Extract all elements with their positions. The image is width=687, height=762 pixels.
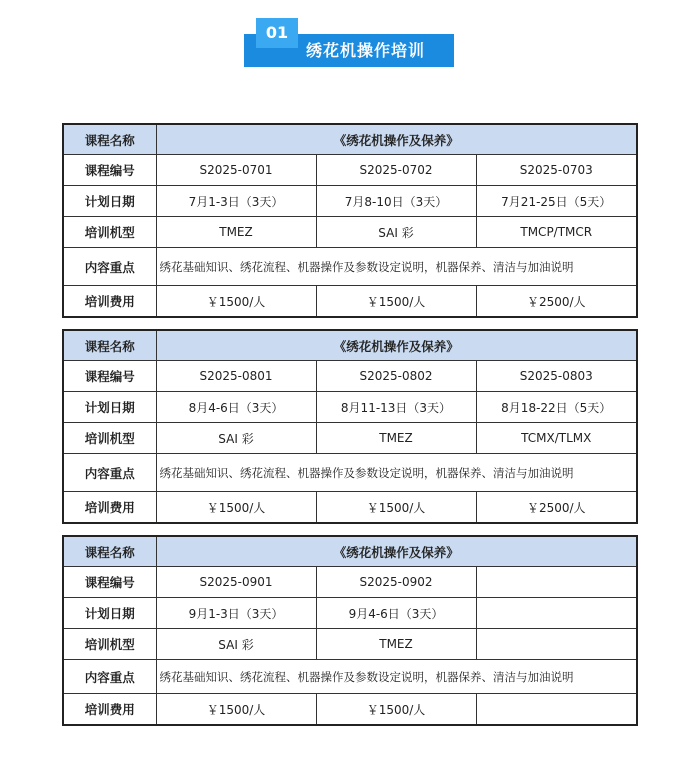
fee-cell: ￥1500/人 — [316, 286, 476, 318]
schedule-cell: 9月1-3日（3天） — [156, 598, 316, 629]
fee-cell: ￥1500/人 — [156, 286, 316, 318]
fee-cell — [476, 694, 637, 726]
section-number-badge: 01 — [256, 18, 298, 48]
course-code-cell: S2025-0901 — [156, 567, 316, 598]
table-row — [63, 598, 637, 629]
content-label: 内容重点 — [63, 660, 156, 694]
course-code-cell — [476, 567, 637, 598]
model-label: 培训机型 — [63, 629, 156, 660]
schedule-cell: 8月11-13日（3天） — [316, 392, 476, 423]
model-cell: TMEZ — [316, 629, 476, 660]
table-row — [63, 217, 637, 248]
course-name-value: 《绣花机操作及保养》 — [156, 330, 637, 361]
table-row — [63, 286, 637, 318]
course-table-july — [62, 123, 638, 318]
schedule-cell: 7月1-3日（3天） — [156, 186, 316, 217]
table-row — [63, 423, 637, 454]
fee-label: 培训费用 — [63, 286, 156, 318]
model-cell: SAI 彩 — [316, 217, 476, 248]
table-row — [63, 124, 637, 155]
table-row — [63, 660, 637, 694]
fee-cell: ￥2500/人 — [476, 492, 637, 524]
model-cell: TMCP/TMCR — [476, 217, 637, 248]
course-name-label: 课程名称 — [63, 330, 156, 361]
table-row — [63, 330, 637, 361]
schedule-label: 计划日期 — [63, 186, 156, 217]
table-row — [63, 536, 637, 567]
table-row — [63, 492, 637, 524]
section-header — [244, 18, 454, 68]
fee-label: 培训费用 — [63, 492, 156, 524]
table-row — [63, 392, 637, 423]
table-row — [63, 186, 637, 217]
section-title: 绣花机操作培训 — [306, 41, 426, 60]
course-code-cell: S2025-0803 — [476, 361, 637, 392]
content-cell: 绣花基础知识、绣花流程、机器操作及参数设定说明，机器保养、清洁与加油说明 — [156, 660, 637, 694]
course-code-label: 课程编号 — [63, 361, 156, 392]
course-code-cell: S2025-0701 — [156, 155, 316, 186]
course-code-cell: S2025-0802 — [316, 361, 476, 392]
table-row — [63, 155, 637, 186]
content-label: 内容重点 — [63, 248, 156, 286]
table-row — [63, 248, 637, 286]
course-code-cell: S2025-0703 — [476, 155, 637, 186]
table-row — [63, 454, 637, 492]
course-code-cell: S2025-0902 — [316, 567, 476, 598]
course-code-label: 课程编号 — [63, 155, 156, 186]
content-label: 内容重点 — [63, 454, 156, 492]
schedule-cell — [476, 598, 637, 629]
fee-label: 培训费用 — [63, 694, 156, 726]
fee-cell: ￥1500/人 — [316, 694, 476, 726]
schedule-cell: 9月4-6日（3天） — [316, 598, 476, 629]
content-cell: 绣花基础知识、绣花流程、机器操作及参数设定说明，机器保养、清洁与加油说明 — [156, 248, 637, 286]
model-label: 培训机型 — [63, 423, 156, 454]
table-row — [63, 629, 637, 660]
schedule-cell: 8月4-6日（3天） — [156, 392, 316, 423]
model-cell: TMEZ — [156, 217, 316, 248]
fee-cell: ￥1500/人 — [156, 694, 316, 726]
course-table-september — [62, 535, 638, 726]
course-name-value: 《绣花机操作及保养》 — [156, 536, 637, 567]
schedule-cell: 7月21-25日（5天） — [476, 186, 637, 217]
fee-cell: ￥1500/人 — [156, 492, 316, 524]
model-cell: TMEZ — [316, 423, 476, 454]
schedule-label: 计划日期 — [63, 598, 156, 629]
schedule-cell: 7月8-10日（3天） — [316, 186, 476, 217]
table-row — [63, 361, 637, 392]
model-cell: TCMX/TLMX — [476, 423, 637, 454]
fee-cell: ￥2500/人 — [476, 286, 637, 318]
schedule-label: 计划日期 — [63, 392, 156, 423]
course-name-value: 《绣花机操作及保养》 — [156, 124, 637, 155]
course-name-label: 课程名称 — [63, 536, 156, 567]
course-name-label: 课程名称 — [63, 124, 156, 155]
content-cell: 绣花基础知识、绣花流程、机器操作及参数设定说明，机器保养、清洁与加油说明 — [156, 454, 637, 492]
model-cell: SAI 彩 — [156, 629, 316, 660]
table-row — [63, 694, 637, 726]
course-code-label: 课程编号 — [63, 567, 156, 598]
table-row — [63, 567, 637, 598]
schedule-cell: 8月18-22日（5天） — [476, 392, 637, 423]
model-cell — [476, 629, 637, 660]
fee-cell: ￥1500/人 — [316, 492, 476, 524]
course-code-cell: S2025-0801 — [156, 361, 316, 392]
model-label: 培训机型 — [63, 217, 156, 248]
course-table-august — [62, 329, 638, 524]
course-code-cell: S2025-0702 — [316, 155, 476, 186]
model-cell: SAI 彩 — [156, 423, 316, 454]
